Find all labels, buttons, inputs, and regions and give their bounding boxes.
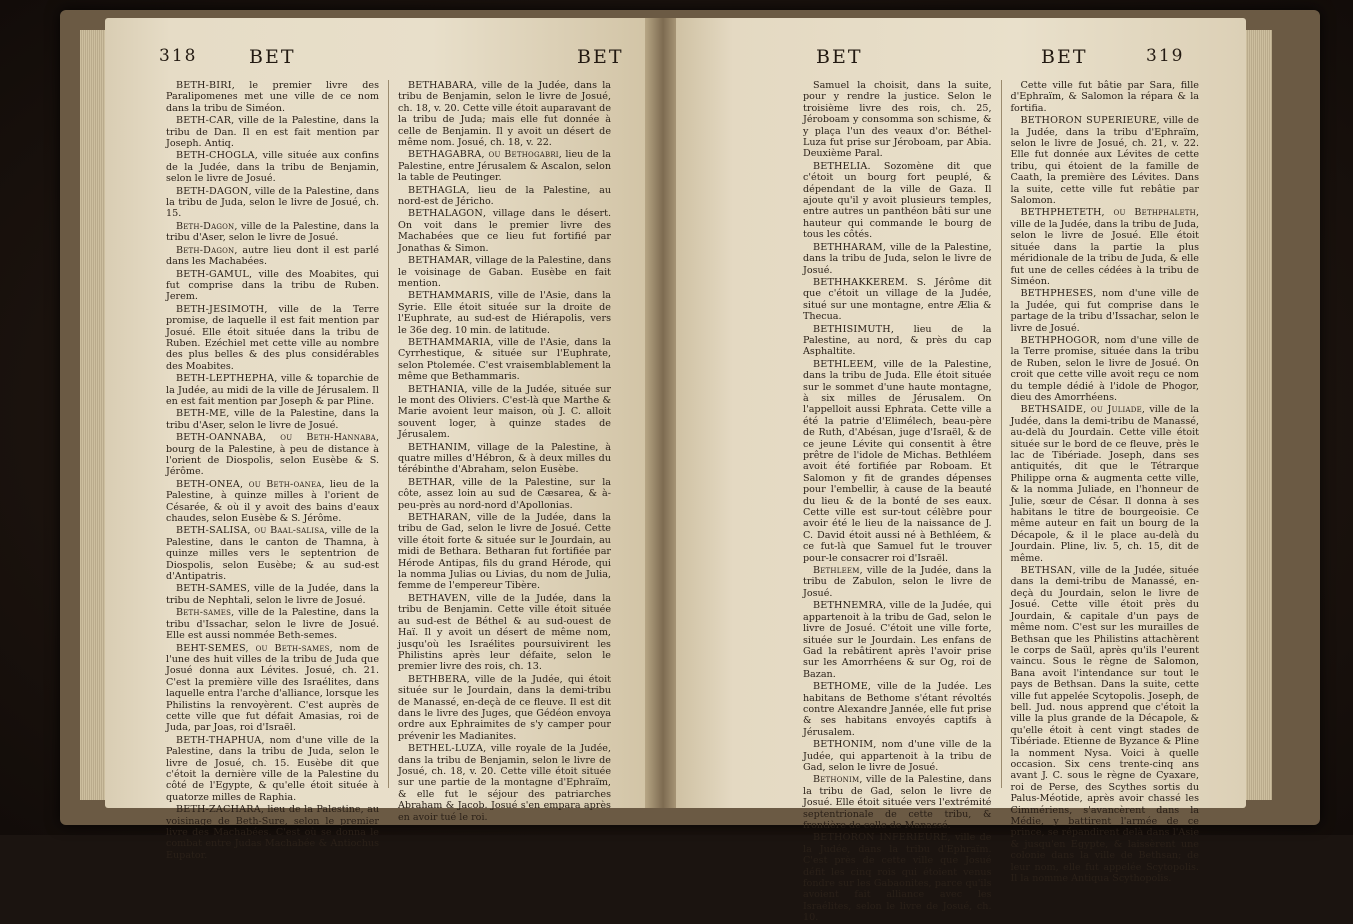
dictionary-entry — [1011, 80, 1200, 114]
entry-headword: BETHAMAR — [408, 255, 470, 267]
entry-headword: BETHELIA — [813, 160, 868, 172]
dictionary-entry — [398, 80, 611, 148]
entry-text: , ville de la Palestine, dans la tribu d'Aser, selon le livre de Josué. — [166, 408, 379, 431]
entry-headword: BETHONIM — [813, 739, 874, 751]
dictionary-entry — [166, 245, 379, 268]
dictionary-entry — [803, 80, 992, 160]
entry-headword: Bethleem — [813, 565, 860, 577]
entry-headword: BETHISIMUTH — [813, 323, 891, 335]
dictionary-entry — [166, 186, 379, 220]
dictionary-entry — [398, 384, 611, 441]
dictionary-entry — [803, 161, 992, 241]
entry-headword: BETHAMMARIA — [408, 336, 491, 348]
right-column-2 — [1001, 80, 1209, 885]
entry-text: , ville de la Palestine, dans la tribu d'Issachar, selon le livre de Josué. Elle est aussi nommée Beth-semes. — [166, 607, 379, 642]
entry-text: , ville de la Judée, située sur le mont des Oliviers. C'est-là que Marthe & Marie avoient leur maison, où J. C. alloit souvent loger, à quinze stades de Jérusalem. — [398, 383, 611, 441]
entry-text: , ville de la Judée, située dans la demi-tribu de Manassé, en-deçà du Jourdain, selon le livre de Josué. Cette ville étoit près du Jourdain, & capitale d'un pays de même nom. C'est sur les murailles de Bethsan que les Philistins attachèrent le corps de Saül, après qu'ils l'eurent vaincu. Sous le règne de Salomon, Bana avoit l'intendance sur tout le pays de Bethsan. Dans la suite, cette ville fut appelée Scytopolis. Joseph, de bell. Jud. nous apprend que c'étoit la ville la plus grande de la Décapole, & qu'elle étoit à cent vingt stades de Tibériade. Etienne de Byzance & Pline la nomment Nysa. Voici à quelle occasion. Six cens trente-cinq ans avant J. C. sous le règne de Cyaxare, roi de Perse, des Scythes sortis du Palus-Méotide, après avoir chassé les Cimmériens, s'avancèrent dans la Médie, y battirent l'armée de ce prince, se répandirent delà dans l'Asie & jusqu'en Egypte, & laissèrent une colonie dans la ville de Bethsan; de leur nom, elle fut appelée Scytopolis. Il la nomme Antiqua Scythopolis. — [1010, 565, 1199, 885]
entry-text: , ville de la Judée, dans la tribu d'Ephraïm, selon le livre de Josué, ch. 21, v. 22. Elle fut donnée aux Lévites de cette tribu, qui étoient de la famille de Caath, la première des Lévites. Dans la suite, cette ville fut rebâtie par Salomon. — [1010, 115, 1199, 207]
dictionary-entry — [803, 242, 992, 276]
entry-headword: BETHPHESES — [1020, 288, 1094, 300]
dictionary-entry — [166, 607, 379, 641]
entry-text: , ville de la Judée, dans la demi-tribu de Manassé, au-delà du Jourdain. Cette ville étoit située sur le bord de ce fleuve, près le lac de Tibériade. Joseph, dans ses antiquités, dit que le Tétrarque Philippe orna & augmenta cette ville, & la nomma Juliade, en l'honneur de Julie, sœur de César. Il donna à ses habitans le titre de bourgeoisie. Ce même auteur en fait un bourg de la Décapole, & il le place au-delà du Jourdain. Pline, liv. 5, ch. 15, dit de même. — [1010, 404, 1199, 564]
entry-text: , ville de la Palestine, dans la tribu de Juda, selon le livre de Josué. — [803, 241, 992, 276]
left-header-word-right: BET — [577, 46, 624, 68]
dictionary-entry — [1011, 335, 1200, 403]
right-header-word-left: BET — [816, 46, 863, 68]
entry-headword: Beth-Dagon — [176, 244, 235, 256]
entry-text: , ville de la Judée. Les habitans de Bethome s'étant révoltés contre Alexandre Jannée, elle fut prise & ses habitans envoyés captifs à Jérusalem. — [803, 681, 992, 738]
entry-headword: BETHHARAM — [813, 241, 883, 253]
right-header-word: BET — [1041, 46, 1088, 68]
entry-headword: BETHSAN — [1020, 565, 1073, 577]
entry-text: . S. Jérôme dit que c'étoit un village de la Judée, situé sur une montagne, entre Ælia & Thecua. — [803, 276, 992, 323]
dictionary-entry — [166, 304, 379, 372]
entry-text: , ville de la Judée, dans la tribu d'Ephraïm. C'est près de cette ville que Josué défit les cinq rois qui étoient venus fondre sur les Gabaonites, parce qu'ils avoient fait alliance avec les Israélites, selon le livre de Josué, ch. 10. — [803, 832, 992, 924]
dictionary-entry — [1011, 404, 1200, 564]
entry-headword: BETH-CHOGLA — [176, 150, 255, 162]
entry-text: Cette ville fut bâtie par Sara, fille d'Ephraïm, & Salomon la répara & la fortifia. — [1010, 80, 1199, 114]
dictionary-entry — [803, 324, 992, 358]
entry-text: , ville de la Palestine, dans la tribu de Gad, selon le livre de Josué. Elle étoit située vers l'extrémité septentrionale de cette tribu, & frontière de celle de Manassé. — [803, 774, 992, 831]
right-running-header — [796, 46, 1202, 76]
dictionary-entry — [398, 512, 611, 592]
entry-text: , ville de la Judée, dans la tribu de Benjamin. Cette ville étoit située au sud-est de Béthel & au sud-ouest de Haï. Il y avoit un désert de même nom, jusqu'où les Israélites poursuivirent les Philistins après leur défaite, selon le premier livre des rois, ch. 13. — [398, 592, 611, 673]
entry-text: , ville de la Palestine, dans la tribu de Juda, selon le livre de Josué, ch. 15. — [166, 185, 379, 220]
entry-headword: BETH-ME — [176, 408, 227, 420]
entry-headword: BETH-SAMES — [176, 583, 247, 595]
dictionary-entry — [398, 149, 611, 183]
dictionary-entry — [803, 600, 992, 680]
dictionary-entry — [166, 583, 379, 606]
entry-headword: BETH-LEPTHEPHA — [176, 373, 275, 385]
entry-text: , nom d'une ville de la Judée, qui fut comprise dans le partage de la tribu d'Issachar, selon le livre de Josué. — [1010, 288, 1199, 334]
dictionary-entry — [166, 643, 379, 734]
entry-text: , lieu de la Palestine, au voisinage de Beth-Sure, selon le premier livre des Machabées. C'est où se donna le combat entre Judas Machabée & Antiochus Eupator. — [166, 804, 379, 861]
entry-headword: BETHAVEN — [408, 592, 468, 604]
entry-headword: BETHPHETETH, ou Bethphaleth — [1020, 207, 1196, 219]
left-page — [105, 18, 650, 861]
dictionary-entry — [803, 565, 992, 599]
entry-headword: BETHANIM — [408, 441, 468, 453]
dictionary-entry — [803, 832, 992, 923]
entry-text: , le premier livre des Paralipomenes met une ville de ce nom dans la tribu de Siméon. — [166, 80, 379, 114]
entry-text: , nom d'une ville de la Palestine, dans la tribu de Juda, selon le livre de Josué, ch. 15. Eusèbe dit que c'étoit la dernière ville de la Palestine du côté de l'Egypte, & qu'elle étoit située à quatorze milles de Raphia. — [166, 734, 379, 803]
entry-text: . Sozomène dit que c'étoit un bourg fort peuplé, & dépendant de la ville de Gaza. Il ajoute qu'il y avoit plusieurs temples, entre autres un panthéon bâti sur une hauteur qui commande le bourg de tous les côtés. — [803, 160, 992, 241]
entry-headword: Beth-sames — [176, 607, 232, 619]
entry-headword: BETH-OANNABA, ou Beth-Hannaba — [176, 432, 376, 444]
dictionary-entry — [803, 774, 992, 831]
entry-headword: BEHT-SEMES, ou Beth-sames — [176, 642, 330, 654]
entry-text: , ville de la Palestine, dans le canton de Thamna, à quinze milles vers le septentrion de Diospolis, selon Eusèbe; & au sud-est d'Antipatris. — [166, 525, 379, 583]
entry-headword: BETH-CAR — [176, 115, 232, 127]
entry-headword: BETHAGABRA, ou Bethogabri — [408, 149, 559, 161]
dictionary-entry — [398, 290, 611, 336]
entry-text: , ville de la Judée, dans la tribu de Gad, selon le livre de Josué. Cette ville étoit forte & située sur le Jourdain, au midi de Bethara. Betharan fut fortifiée par Hérode Antipas, fils du grand Hérode, qui la nomma Julias ou Livias, du nom de Julia, femme de l'empereur Tibère. — [398, 512, 611, 592]
left-columns — [157, 80, 620, 861]
entry-text: , bourg de la Palestine, à peu de distance à l'orient de Diospolis, selon Eusèbe & S. Jérôme. — [166, 432, 379, 478]
entry-headword: BETH-SALISA, ou Baal-salisa — [176, 525, 325, 537]
entry-headword: BETHPHOGOR — [1020, 334, 1097, 346]
entry-headword: BETHHAKKEREM — [813, 276, 905, 288]
entry-text: , village de la Palestine, à quatre milles d'Hébron, & à deux milles du térébinthe d'Abraham, selon Eusèbe. — [398, 441, 611, 476]
entry-headword: BETHORON SUPERIEURE — [1020, 115, 1157, 127]
dictionary-entry — [166, 269, 379, 303]
dictionary-entry — [166, 150, 379, 184]
dictionary-entry — [803, 739, 992, 773]
dictionary-entry — [1011, 565, 1200, 884]
entry-headword: Bethonim — [813, 774, 860, 786]
entry-headword: Beth-Dagon — [176, 220, 235, 232]
entry-headword: BETH-THAPHUA — [176, 734, 262, 746]
dictionary-entry — [398, 674, 611, 742]
dictionary-entry — [166, 373, 379, 407]
entry-text: , ville & toparchie de la Judée, au midi de la ville de Jérusalem. Il en est fait mention par Joseph & par Pline. — [166, 373, 379, 407]
entry-text: , ville de l'Asie, dans la Syrie. Elle étoit située sur la droite de l'Euphrate, au sud-est de Hiérapolis, vers le 36e deg. 10 min. de latitude. — [398, 290, 611, 336]
entry-headword: BETH-GAMUL — [176, 268, 249, 280]
right-column-1 — [794, 80, 1001, 924]
right-page — [676, 18, 1246, 924]
entry-text: , ville de l'Asie, dans la Cyrrhestique, & située sur l'Euphrate, selon Ptolemée. C'est vraisemblablement la même que Bethammaris. — [398, 336, 611, 383]
entry-text: Samuel la choisit, dans la suite, pour y rendre la justice. Selon le troisième livre des rois, ch. 25, Jéroboam y consomma son schisme, & y plaça l'un des veaux d'or. Béthel-Luza fut prise sur Jéroboam, par Abia. Deuxième Paral. — [803, 80, 992, 160]
left-running-header — [159, 46, 624, 76]
entry-headword: BETHOME — [813, 681, 868, 693]
dictionary-entry — [803, 277, 992, 323]
entry-text: , lieu de la Palestine, au nord-est de Jéricho. — [398, 184, 611, 208]
dictionary-entry — [166, 408, 379, 431]
dictionary-entry — [398, 208, 611, 254]
right-page-number: 319 — [1146, 46, 1185, 66]
entry-headword: BETHAR — [408, 476, 453, 488]
dictionary-entry — [166, 525, 379, 582]
dictionary-entry — [803, 359, 992, 564]
entry-text: , ville de la Judée, dans la tribu de Benjamin, selon le livre de Josué, ch. 18, v. 20. Cette ville étoit auparavant de la tribu de Juda; mais elle fut donnée à celle de Benjamin. Il y avoit un désert de même nom. Josué, ch. 18, v. 22. — [398, 80, 611, 149]
dictionary-entry — [166, 432, 379, 478]
dictionary-entry — [166, 80, 379, 114]
dictionary-entry — [398, 442, 611, 476]
dictionary-entry — [398, 255, 611, 289]
entry-text: , ville de la Palestine, dans la tribu d'Aser, selon le livre de Josué. — [166, 220, 379, 244]
dictionary-entry — [166, 221, 379, 244]
left-page-number: 318 — [159, 46, 198, 66]
entry-text: , ville royale de la Judée, dans la tribu de Benjamin, selon le livre de Josué, ch. 18, v. 20. Cette ville étoit située sur une partie de la montagne d'Ephraïm, & elle fut le séjour des patriarches Abraham & Jacob. Josué s'en empara après en avoir tué le roi. — [398, 743, 611, 823]
entry-headword: BETH-ONEA, ou Beth-oanea — [176, 478, 322, 490]
entry-text: , ville de la Terre promise, de laquelle il est fait mention par Josué. Elle étoit située dans la tribu de Ruben. Ezéchiel met cette ville au nombre des plus belles & des plus considérables des Moabites. — [166, 303, 379, 372]
entry-text: , ville des Moabites, qui fut comprise dans la tribu de Ruben. Jerem. — [166, 268, 379, 303]
dictionary-entry — [398, 185, 611, 208]
entry-text: , nom de l'une des huit villes de la tribu de Juda que Josué donna aux Lévites. Josué, ch. 21. C'est la première ville des Israélites, dans laquelle entra l'arche d'alliance, lorsque les Philistins la renvoyèrent. C'est auprès de cette ville que fut défait Amasias, roi de Juda, par Joas, roi d'Israël. — [166, 642, 379, 734]
entry-text: , nom d'une ville de la Terre promise, située dans la tribu de Ruben, selon le livre de Josué. On croit que cette ville avoit reçu ce nom du temple dédié à l'idole de Phogor, dieu des Amorrhéens. — [1010, 334, 1199, 403]
entry-headword: BETHAGLA — [408, 184, 467, 196]
entry-text: , ville de la Palestine, sur la côte, assez loin au sud de Cæsarea, & à-peu-près au nord-nord d'Apollonias. — [398, 476, 611, 511]
dictionary-entry — [1011, 115, 1200, 206]
entry-headword: BETHBERA — [408, 673, 467, 685]
left-header-word: BET — [249, 46, 296, 68]
right-columns — [794, 80, 1208, 924]
entry-text: , autre lieu dont il est parlé dans les Machabées. — [166, 244, 379, 268]
entry-headword: BETHNEMRA — [813, 600, 883, 612]
entry-headword: BETH-ZACHARA — [176, 804, 261, 816]
entry-text: , ville de la Judée, qui appartenoit à la tribu de Gad, selon le livre de Josué. C'étoit une ville forte, située sur le Jourdain. Les enfans de Gad la rebâtirent après l'avoir prise sur les Amorrhéens & sur Og, roi de Bazan. — [803, 600, 992, 680]
dictionary-entry — [803, 681, 992, 738]
left-column-1 — [157, 80, 388, 861]
dictionary-entry — [398, 593, 611, 673]
entry-headword: BETHALAGON — [408, 208, 483, 220]
dictionary-entry — [398, 743, 611, 823]
dictionary-entry — [1011, 207, 1200, 287]
entry-headword: BETHABARA — [408, 80, 474, 91]
entry-text: , ville de la Judée, qui étoit située sur le Jourdain, dans la demi-tribu de Manassé, en-deçà de ce fleuve. Il est dit dans le livre des Juges, que Gédéon envoya ordre aux Ephraimites de s'y camper pour prévenir les Madianites. — [398, 673, 611, 742]
dictionary-entry — [166, 804, 379, 861]
entry-text: , ville de la Palestine, dans la tribu de Dan. Il en est fait mention par Joseph. Antiq. — [166, 115, 379, 150]
dictionary-entry — [166, 479, 379, 525]
dictionary-entry — [166, 115, 379, 149]
entry-headword: BETHORON INFERIEURE — [813, 832, 948, 844]
left-column-2 — [388, 80, 620, 823]
entry-headword: BETH-DAGON — [176, 185, 249, 197]
dictionary-entry — [166, 735, 379, 803]
entry-text: , ville située aux confins de la Judée, dans la tribu de Benjamin, selon le livre de Josué. — [166, 150, 379, 185]
dictionary-entry — [398, 337, 611, 383]
entry-headword: BETH-JESIMOTH — [176, 303, 265, 315]
entry-text: , village de la Palestine, dans le voisinage de Gaban. Eusèbe en fait mention. — [398, 255, 611, 289]
entry-text: , nom d'une ville de la Judée, qui appartenoit à la tribu de Gad, selon le livre de Josué. — [803, 739, 992, 773]
entry-headword: BETHEL-LUZA — [408, 743, 484, 755]
entry-text: , ville de la Palestine, dans la tribu de Juda. Elle étoit située sur le sommet d'une haute montagne, à six milles de Jérusalem. On l'appelloit aussi Ephrata. Cette ville a été la patrie d'Elimélech, beau-père de Ruth, d'Abésan, juge d'Israël, & de ce jeune Lévite qui consentit à être prêtre de l'idole de Michas. Bethléem avoit été fortifiée par Roboam. Et Salomon y fit de grandes dépenses pour l'embellir, à cause de la beauté du lieu & de la bonté de ses eaux. Cette ville est sur-tout célèbre pour avoir été le lieu de la naissance de J. C. David étoit aussi né à Bethléem, & ce fut-là que Samuel fut le trouver pour-le consacrer roi d'Israël. — [803, 358, 992, 564]
entry-headword: BETH-BIRI — [176, 80, 232, 91]
entry-headword: BETHARAN — [408, 512, 468, 524]
entry-headword: BETHSAIDE, ou Juliade — [1020, 404, 1142, 416]
entry-text: , village dans le désert. On voit dans le premier livre des Machabées que ce lieu fut fortifié par Jonathas & Simon. — [398, 208, 611, 254]
entry-text: , lieu de la Palestine, entre Jérusalem & Ascalon, selon la table de Peutinger. — [398, 149, 611, 184]
entry-headword: BETHLEEM — [813, 358, 874, 370]
entry-headword: BETHANIA — [408, 383, 465, 395]
entry-text: , ville de la Judée, dans la tribu de Nephtali, selon le livre de Josué. — [166, 583, 379, 606]
entry-headword: BETHAMMARIS — [408, 290, 491, 302]
dictionary-entry — [398, 477, 611, 511]
entry-text: , ville de la Judée, dans la tribu de Zabulon, selon le livre de Josué. — [803, 565, 992, 599]
entry-text: , ville de la Judée, dans la tribu de Juda, selon le livre de Josué. Elle étoit située dans la partie la plus méridionale de la tribu de Juda, & elle fut une de celles cédées à la tribu de Siméon. — [1010, 207, 1199, 287]
dictionary-entry — [1011, 288, 1200, 334]
entry-text: , lieu de la Palestine, à quinze milles à l'orient de Césarée, & où il y avoit des bains d'eaux chaudes, selon Eusèbe & S. Jérôme. — [166, 478, 379, 525]
right-fore-edge — [1242, 30, 1272, 800]
entry-text: , lieu de la Palestine, au nord, & près du cap Asphaltite. — [803, 323, 992, 358]
